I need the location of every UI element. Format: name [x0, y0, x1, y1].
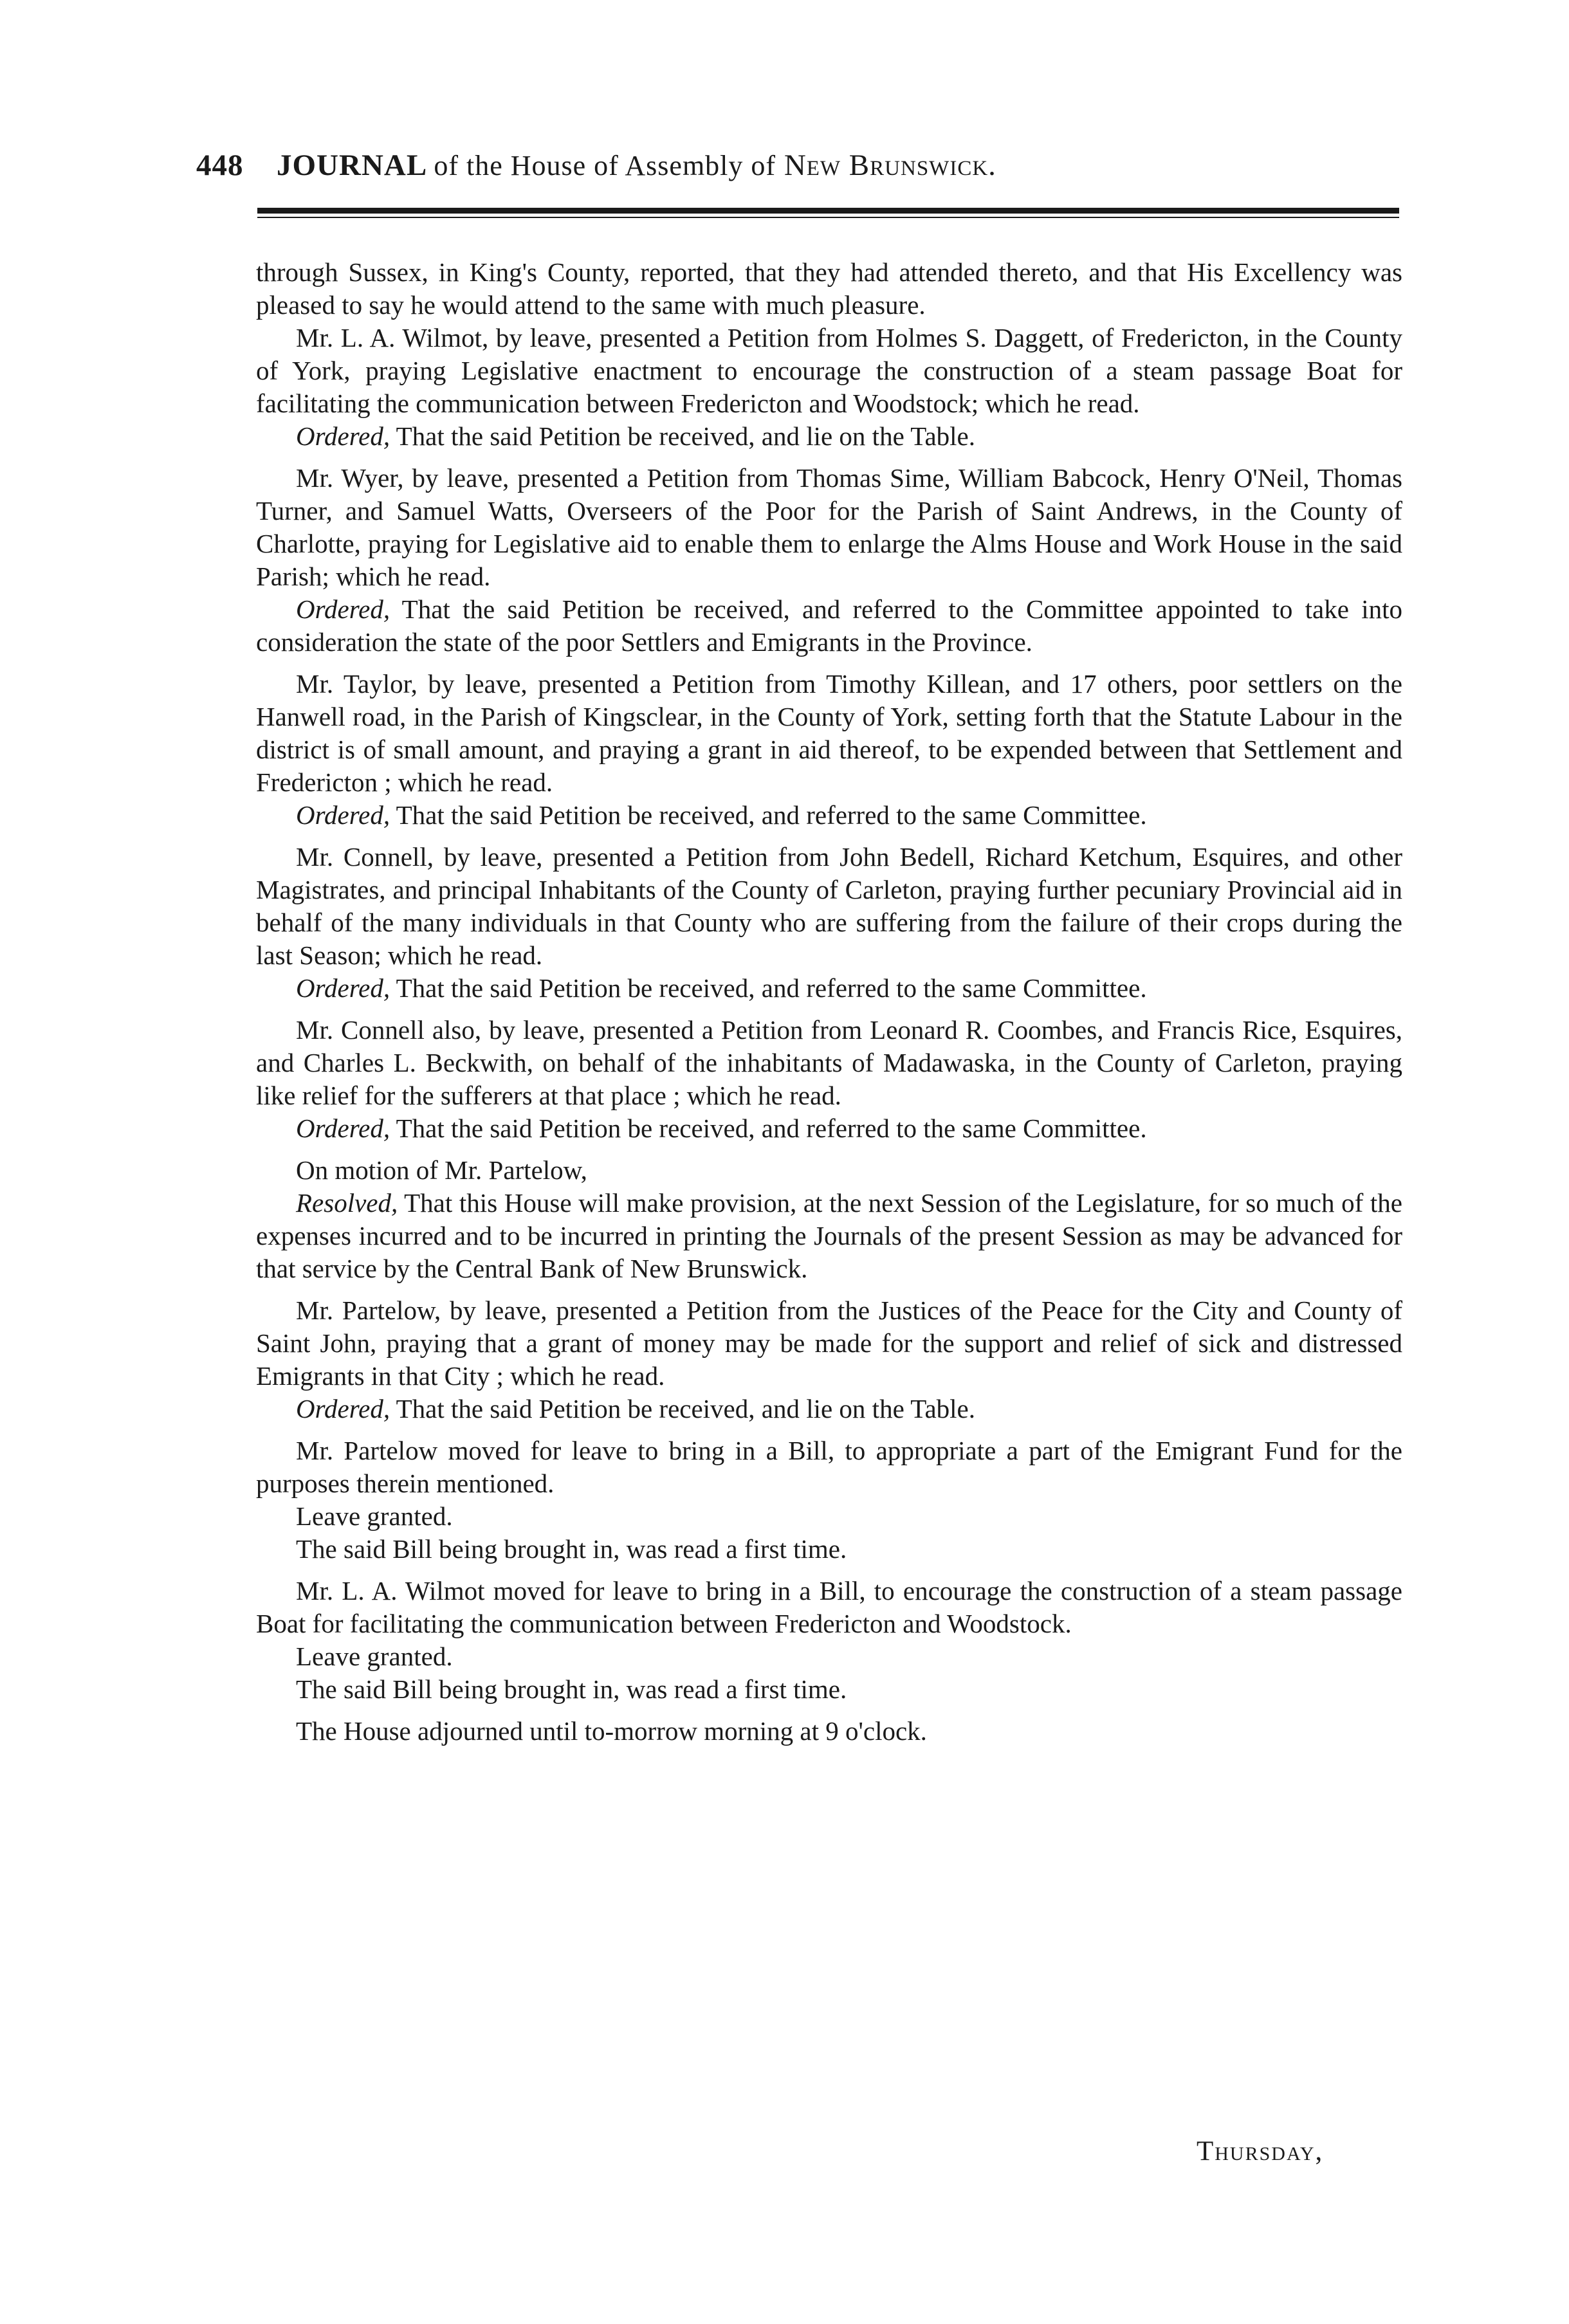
journal-paragraph — [256, 1434, 1402, 1500]
paragraph-text: Leave granted. — [296, 1642, 453, 1671]
running-title — [277, 148, 996, 183]
journal-paragraph — [256, 1673, 1402, 1706]
paragraph-text: On motion of Mr. Partelow, — [296, 1155, 587, 1185]
paragraph-lead-label: Ordered, — [296, 1394, 390, 1423]
paragraph-text: The said Bill being brought in, was read a first time. — [296, 1674, 847, 1704]
paragraph-text: The said Bill being brought in, was read a first time. — [296, 1534, 847, 1564]
journal-paragraph — [256, 593, 1402, 659]
journal-paragraph — [256, 1187, 1402, 1285]
journal-paragraph — [256, 1294, 1402, 1393]
paragraph-lead-label: Ordered, — [296, 594, 390, 624]
journal-paragraph — [256, 841, 1402, 972]
paragraph-lead-label: Resolved, — [296, 1188, 398, 1218]
journal-paragraph — [256, 668, 1402, 799]
paragraph-text: Mr. Partelow, by leave, presented a Petition from the Justices of the Peace for the City and County of Saint John, praying that a grant of money may be made for the support and relief of sick and distressed Emigrants in that City ; which he read. — [256, 1295, 1402, 1391]
journal-paragraph — [256, 1112, 1402, 1145]
paragraph-text: Mr. Connell also, by leave, presented a Petition from Leonard R. Coombes, and Francis Rice, Esquires, and Charles L. Beckwith, on behalf of the inhabitants of Madawaska, in the County of Carleton, praying like relief for the sufferers at that place ; which he read. — [256, 1015, 1402, 1110]
journal-paragraph — [256, 1640, 1402, 1673]
paragraph-text: Mr. Wyer, by leave, presented a Petition from Thomas Sime, William Babcock, Henry O'Neil, Thomas Turner, and Samuel Watts, Overseers of the Poor for the Parish of Saint Andrews, in the County of Charlotte, praying for Legislative aid to enable them to enlarge the Alms House and Work House in the said Parish; which he read. — [256, 463, 1402, 591]
paragraph-text: Mr. L. A. Wilmot, by leave, presented a Petition from Holmes S. Daggett, of Fredericton, in the County of York, praying Legislative enactment to encourage the construction of a steam passage Boat for facilitating the communication between Fredericton and Woodstock; which he read. — [256, 323, 1402, 418]
running-header — [196, 148, 1399, 193]
paragraph-text: Mr. Taylor, by leave, presented a Petition from Timothy Killean, and 17 others, poor settlers on the Hanwell road, in the Parish of Kingsclear, in the County of York, setting forth that the Statute Labour in the district is of small amount, and praying a grant in aid thereof, to be expended between that Settlement and Fredericton ; which he read. — [256, 669, 1402, 797]
paragraph-text: That the said Petition be received, and lie on the Table. — [390, 1394, 975, 1423]
journal-paragraph — [256, 1500, 1402, 1533]
header-rule-thin — [257, 217, 1399, 218]
catchword: Thursday, — [1197, 2136, 1324, 2166]
journal-body-text — [256, 256, 1402, 1748]
journal-paragraph — [256, 1393, 1402, 1425]
paragraph-lead-label: Ordered, — [296, 800, 390, 830]
paragraph-text: Leave granted. — [296, 1501, 453, 1531]
journal-paragraph — [256, 1575, 1402, 1640]
header-rule-thick — [257, 208, 1399, 214]
journal-paragraph — [256, 1533, 1402, 1566]
page-number: 448 — [196, 149, 244, 182]
title-rest: of the House of Assembly of — [434, 150, 776, 181]
paragraph-text: That the said Petition be received, and referred to the same Committee. — [390, 800, 1147, 830]
paragraph-text: That the said Petition be received, and lie on the Table. — [390, 421, 975, 451]
paragraph-text: Mr. Partelow moved for leave to bring in a Bill, to appropriate a part of the Emigrant Fund for the purposes therein mentioned. — [256, 1436, 1402, 1498]
journal-paragraph — [256, 256, 1402, 322]
title-journal: JOURNAL — [277, 149, 426, 182]
journal-paragraph — [256, 1715, 1402, 1748]
paragraph-text: through Sussex, in King's County, reported, that they had attended thereto, and that His Excellency was pleased to say he would attend to the same with much pleasure. — [256, 257, 1402, 320]
journal-paragraph — [256, 462, 1402, 593]
journal-paragraph — [256, 420, 1402, 453]
journal-paragraph — [256, 972, 1402, 1005]
paragraph-text: The House adjourned until to-morrow morning at 9 o'clock. — [296, 1716, 927, 1746]
paragraph-lead-label: Ordered, — [296, 1113, 390, 1143]
journal-paragraph — [256, 1154, 1402, 1187]
paragraph-text: That the said Petition be received, and referred to the Committee appointed to take into consideration the state of the poor Settlers and Emigrants in the Province. — [256, 594, 1402, 657]
paragraph-text: Mr. Connell, by leave, presented a Petition from John Bedell, Richard Ketchum, Esquires, and other Magistrates, and principal Inhabitants of the County of Carleton, praying further pecuniary Provincial aid in behalf of the many individuals in that County who are suffering from the failure of their crops during the last Season; which he read. — [256, 842, 1402, 970]
paragraph-text: Mr. L. A. Wilmot moved for leave to bring in a Bill, to encourage the construction of a steam passage Boat for facilitating the communication between Fredericton and Woodstock. — [256, 1576, 1402, 1638]
paragraph-lead-label: Ordered, — [296, 421, 390, 451]
paragraph-text: That the said Petition be received, and referred to the same Committee. — [390, 973, 1147, 1003]
journal-paragraph — [256, 322, 1402, 420]
journal-paragraph — [256, 799, 1402, 832]
title-province: New Brunswick. — [784, 149, 996, 182]
paragraph-text: That the said Petition be received, and referred to the same Committee. — [390, 1113, 1147, 1143]
journal-paragraph — [256, 1014, 1402, 1112]
paragraph-lead-label: Ordered, — [296, 973, 390, 1003]
paragraph-text: That this House will make provision, at the next Session of the Legislature, for so much of the expenses incurred and to be incurred in printing the Journals of the present Session as may be advanced for that service by the Central Bank of New Brunswick. — [256, 1188, 1402, 1283]
